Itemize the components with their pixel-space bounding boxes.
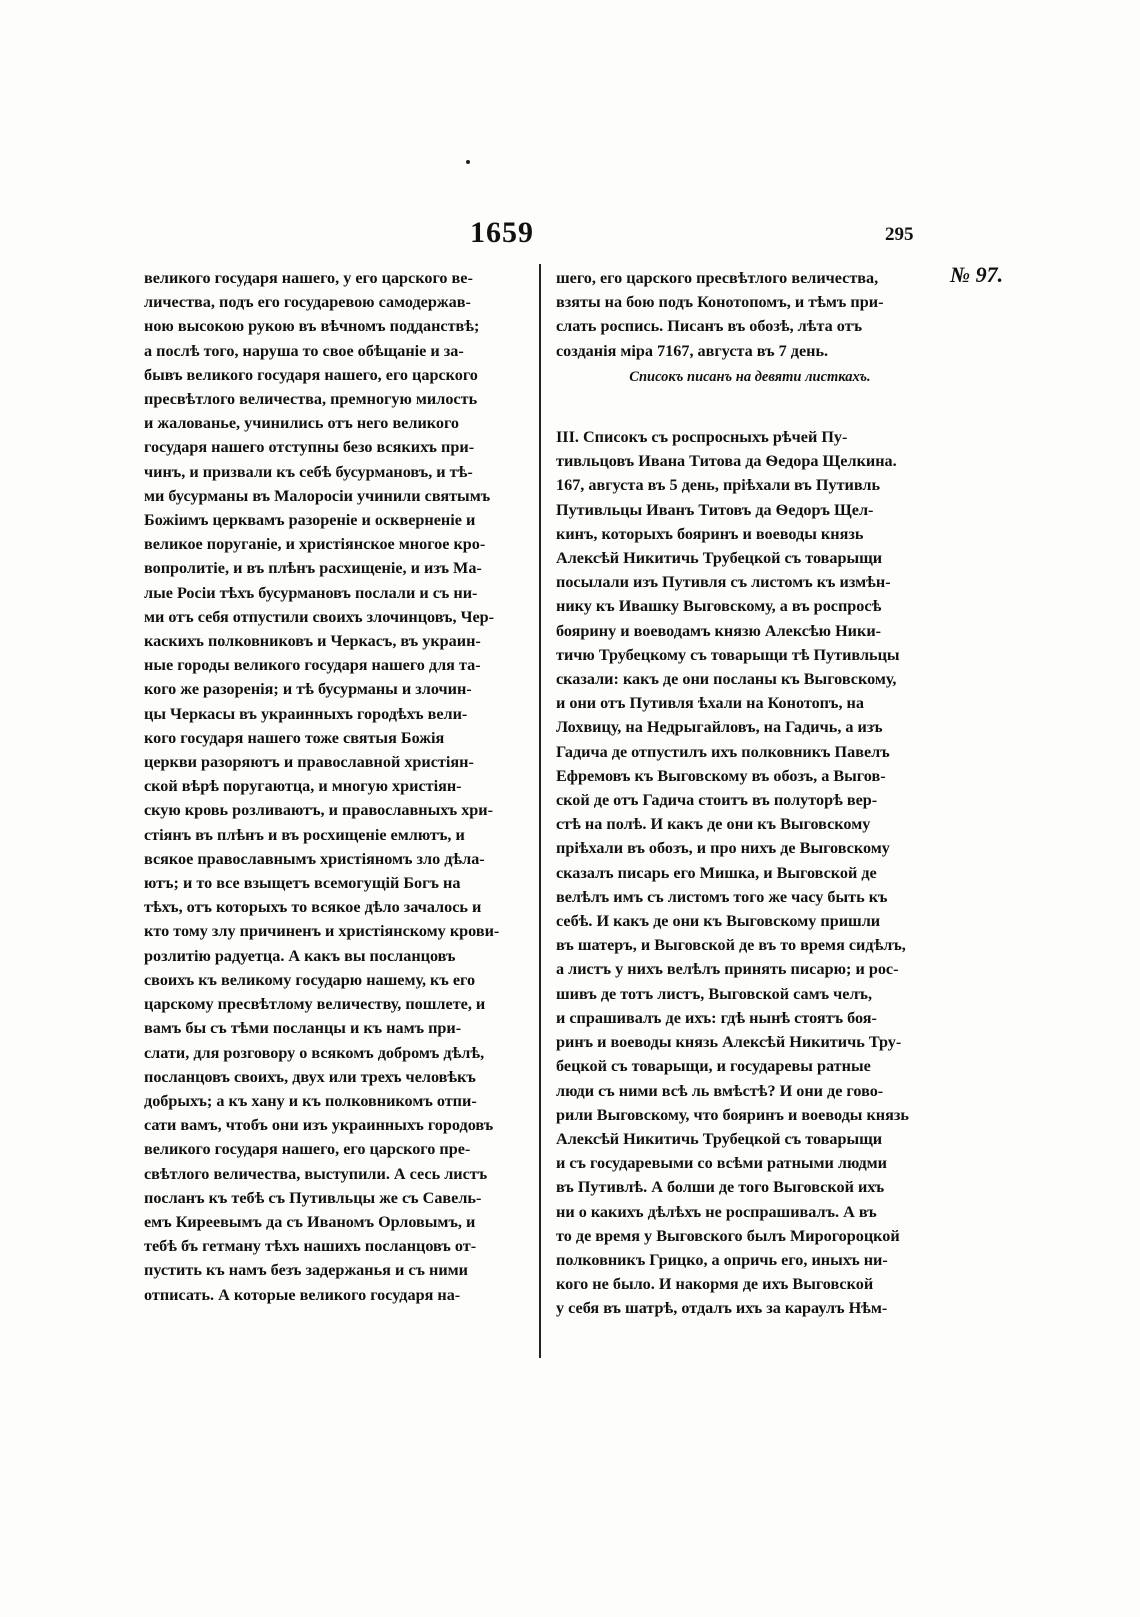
text-line: Алексѣй Никитичь Трубецкой съ товарыщи <box>556 549 883 568</box>
text-line: кинъ, которыхъ бояринъ и воеводы князь <box>556 524 864 543</box>
text-line: слати, для розговору о всякомъ добромъ дѣлѣ, <box>144 1043 485 1062</box>
text-line: тивльцовъ Ивана Титова да Ѳедора Щелкина. <box>556 452 897 471</box>
text-line: ные городы великого государя нашего для та- <box>144 656 481 675</box>
text-line: тѣхъ, отъ которыхъ то всякое дѣло зачалось и <box>144 898 482 917</box>
text-line: велѣлъ имъ съ листомъ того же часу быть къ <box>556 887 888 906</box>
text-line: лые Росіи тѣхъ бусурмановъ послали и съ ни- <box>144 583 478 602</box>
text-line: люди съ ними всѣ ль вмѣстѣ? И они де гово- <box>556 1081 884 1100</box>
text-line: слать роспись. Писанъ въ обозѣ, лѣта отъ <box>556 317 863 336</box>
text-line: Гадича де отпустилъ ихъ полковникъ Павелъ <box>556 742 890 761</box>
text-line: ской де отъ Гадича стоитъ въ полуторѣ вер- <box>556 791 878 810</box>
text-line: емъ Киреевымъ да съ Иваномъ Орловымъ, и <box>144 1212 476 1231</box>
text-line: посланцовъ своихъ, двух или трехъ человѣкъ <box>144 1067 476 1086</box>
text-line: Божіимъ церквамъ разореніе и оскверненіе и <box>144 511 476 530</box>
text-line: рили Выговскому, что бояринъ и воеводы князь <box>556 1105 909 1124</box>
text-line: великого государя нашего, его царского пре- <box>144 1140 471 1159</box>
text-line: кого государя нашего тоже святыя Божія <box>144 728 445 747</box>
text-line: кто тому злу причиненъ и христіянскому крови- <box>144 922 500 941</box>
text-line: тебѣ бъ гетману тѣхъ нашихъ посланцовъ от- <box>144 1237 477 1256</box>
text-line: пресвѣтлого величества, премногую милость <box>144 390 478 409</box>
text-line: отписать. А которые великого государя на- <box>144 1285 461 1304</box>
text-line: и жалованье, учинились отъ него великого <box>144 414 460 433</box>
text-line: ютъ; и то все взыщетъ всемогущій Богъ на <box>144 874 461 893</box>
text-line: Алексѣй Никитичь Трубецкой съ товарыщи <box>556 1129 883 1148</box>
text-line: ми бусурманы въ Малоросіи учинили святымъ <box>144 486 491 505</box>
text-line: стѣ на полѣ. И какъ де они къ Выговскому <box>556 815 871 834</box>
text-line: своихъ къ великому государю нашему, къ его <box>144 970 476 989</box>
text-line: розлитію радуетца. А какъ вы посланцовъ <box>144 946 456 965</box>
text-line: ни о какихъ дѣлѣхъ не роспрашивалъ. А въ <box>556 1202 877 1221</box>
text-line: свѣтлого величества, выступили. А сесь листъ <box>144 1164 488 1183</box>
text-line: ною высокою рукою въ вѣчномъ подданствѣ; <box>144 317 480 336</box>
ink-dot <box>466 160 470 164</box>
text-line: пустить къ намъ безъ задержанья и съ ними <box>144 1261 469 1280</box>
text-line: боярину и воеводамъ князю Алексѣю Ники- <box>556 621 882 640</box>
text-line: созданія міра 7167, августа въ 7 день. <box>556 341 829 360</box>
document-number: № 97. <box>950 262 1004 287</box>
text-line: нику къ Ивашку Выговскому, а въ роспросѣ <box>556 597 882 616</box>
text-line: скую кровь розливаютъ, и православныхъ хри- <box>144 801 494 820</box>
text-line: и они отъ Путивля ѣхали на Конотопъ, на <box>556 694 864 713</box>
text-line: и спрашивалъ де ихъ: гдѣ нынѣ стоятъ боя- <box>556 1008 877 1027</box>
text-line: кого же разоренія; и тѣ бусурманы и злочин- <box>144 680 472 699</box>
page-number: 295 <box>885 224 914 245</box>
text-line: сказалъ писарь его Мишка, и Выговской де <box>556 863 877 882</box>
text-line: великое поруганіе, и христіянское многое кро- <box>144 535 486 554</box>
text-line: бецкой съ товарыщи, и государевы ратные <box>556 1057 871 1076</box>
page-year-header: 1659 <box>470 216 534 249</box>
text-line: личества, подъ его государевою самодержав- <box>144 293 471 312</box>
text-line: церкви разоряютъ и православной христіян- <box>144 753 474 772</box>
text-line: кого не было. И накормя де ихъ Выговской <box>556 1275 874 1294</box>
text-line: государя нашего отступны безо всякихъ при- <box>144 438 475 457</box>
text-line: полковникъ Грицко, а опричь его, иныхъ ни- <box>556 1250 888 1269</box>
text-line: шивъ де тотъ листъ, Выговской самъ челъ, <box>556 984 873 1003</box>
text-line: сказали: какъ де они посланы къ Выговскому, <box>556 670 897 689</box>
text-line: добрыхъ; а къ хану и къ полковникомъ отпи- <box>144 1091 477 1110</box>
text-line: Путивльцы Иванъ Титовъ да Ѳедоръ Щел- <box>556 500 874 519</box>
text-line: цы Черкасы въ украинныхъ городѣхъ вели- <box>144 704 468 723</box>
text-line: сати вамъ, чтобъ они изъ украинныхъ городовъ <box>144 1116 494 1135</box>
text-line: стіянъ въ плѣнъ и въ росхищеніе емлютъ, и <box>144 825 465 844</box>
text-line: себѣ. И какъ де они къ Выговскому пришли <box>556 912 881 931</box>
text-line: ми отъ себя отпустили своихъ злочинцовъ, Чер- <box>144 607 495 626</box>
section-gap <box>556 395 944 425</box>
text-line: у себя въ шатрѣ, отдалъ ихъ за караулъ Нѣм- <box>556 1299 888 1318</box>
text-line: въ шатеръ, и Выговской де въ то время сидѣлъ, <box>556 936 906 955</box>
text-line: въ Путивлѣ. А болши де того Выговской ихъ <box>556 1178 885 1197</box>
text-line: великого государя нашего, у его царского ве- <box>144 269 473 287</box>
text-line: тичю Трубецкому съ товарыщи тѣ Путивльцы <box>556 645 900 664</box>
text-line: вамъ бы съ тѣми посланцы и къ намъ при- <box>144 1019 462 1038</box>
text-line: шего, его царского пресвѣтлого величества, <box>556 269 879 287</box>
text-line: то де время у Выговского былъ Мирогороцкой <box>556 1226 900 1245</box>
text-line: посланъ къ тебѣ съ Путивльцы же съ Савель- <box>144 1188 482 1207</box>
text-line: а послѣ того, наруша то свое обѣщаніе и за- <box>144 341 464 360</box>
text-line: Лохвицу, на Недрыгайловъ, на Гадичь, а изъ <box>556 718 883 737</box>
text-line: ринъ и воеводы князь Алексѣй Никитичь Тру- <box>556 1033 902 1052</box>
text-line: чинъ, и призвали къ себѣ бусурмановъ, и тѣ- <box>144 462 473 481</box>
text-line: 167, августа въ 5 день, пріѣхали въ Путивль <box>556 476 881 495</box>
copy-note: Списокъ писанъ на девяти листкахъ. <box>629 368 871 385</box>
right-column-top <box>556 266 944 363</box>
text-line: взяты на бою подъ Конотопомъ, и тѣмъ при- <box>556 293 884 312</box>
right-column <box>556 266 944 1321</box>
text-line: пріѣхали въ обозъ, и про нихъ де Выговскому <box>556 839 890 858</box>
text-line: Ефремовъ къ Выговскому въ обозъ, а Выгов- <box>556 766 886 785</box>
text-line: III. Списокъ съ роспросныхъ рѣчей Пу- <box>556 428 848 447</box>
text-line: всякое православнымъ христіяномъ зло дѣла- <box>144 849 485 868</box>
text-line: посылали изъ Путивля съ листомъ къ измѣн- <box>556 573 891 592</box>
text-line: каскихъ полковниковъ и Черкасъ, въ украин- <box>144 632 481 651</box>
column-divider <box>539 264 541 1358</box>
text-line: и съ государевыми со всѣми ратными людми <box>556 1154 888 1173</box>
right-column-section-iii <box>556 425 944 1321</box>
left-column <box>144 266 528 1307</box>
text-line: царскому пресвѣтлому величеству, пошлете, и <box>144 995 486 1014</box>
text-line: вопролитіе, и въ плѣнъ расхищеніе, и изъ Ма- <box>144 559 482 578</box>
text-line: ской вѣрѣ поругаютца, и многую христіян- <box>144 777 462 796</box>
text-line: а листъ у нихъ велѣлъ принять писарю; и рос- <box>556 960 899 979</box>
text-line: бывъ великого государя нашего, его царского <box>144 365 478 384</box>
